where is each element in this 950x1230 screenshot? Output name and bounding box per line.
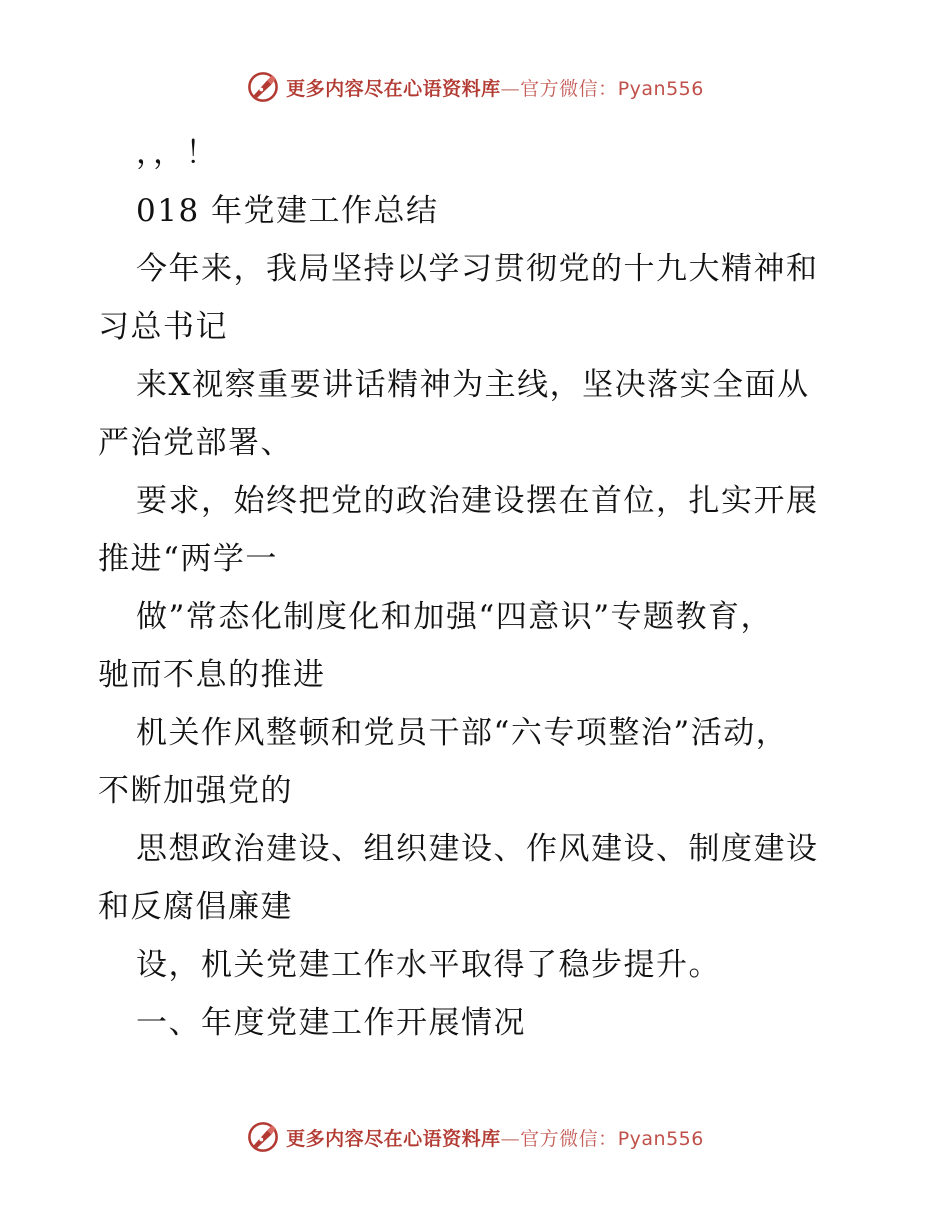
doc-line: 机关作风整顿和党员干部“六专项整治”活动， [136, 715, 789, 751]
doc-line: 设，机关党建工作水平取得了稳步提升。 [136, 947, 721, 983]
doc-line: 做”常态化制度化和加强“四意识”专题教育， [136, 599, 774, 635]
doc-line: 不断加强党的 [98, 773, 293, 809]
pen-nib-logo-icon [246, 70, 280, 104]
doc-line: 要求，始终把党的政治建设摆在首位，扎实开展 [136, 483, 819, 519]
pen-nib-logo-icon [246, 1120, 280, 1154]
doc-line: 推进“两学一 [98, 541, 278, 577]
watermark-wechat-label: 官方微信： [520, 1127, 618, 1150]
doc-title: 018 年党建工作总结 [136, 193, 439, 229]
footer-watermark [0, 1120, 950, 1154]
header-watermark [0, 70, 950, 104]
watermark-site-text: 更多内容尽在心语资料库 [286, 77, 501, 100]
watermark-dash: — [500, 77, 521, 100]
watermark-dash: — [500, 1127, 521, 1150]
watermark-text [286, 1124, 704, 1151]
doc-line: 驰而不息的推进 [98, 657, 326, 693]
watermark-text [286, 74, 704, 101]
doc-line: 习总书记 [98, 309, 228, 345]
doc-line: 今年来，我局坚持以学习贯彻党的十九大精神和 [136, 251, 819, 287]
watermark-site-text: 更多内容尽在心语资料库 [286, 1127, 501, 1150]
doc-line: 思想政治建设、组织建设、作风建设、制度建设 [136, 831, 819, 867]
watermark-wechat-id: Pyan556 [617, 77, 704, 100]
doc-line: 来X视察重要讲话精神为主线，坚决落实全面从 [136, 367, 810, 403]
doc-line: 严治党部署、 [98, 425, 293, 461]
doc-line: ，，！ [136, 135, 218, 171]
document-body [98, 124, 858, 1052]
section-heading: 一、年度党建工作开展情况 [136, 1005, 526, 1041]
watermark-wechat-label: 官方微信： [520, 77, 618, 100]
doc-line: 和反腐倡廉建 [98, 889, 293, 925]
watermark-wechat-id: Pyan556 [617, 1127, 704, 1150]
